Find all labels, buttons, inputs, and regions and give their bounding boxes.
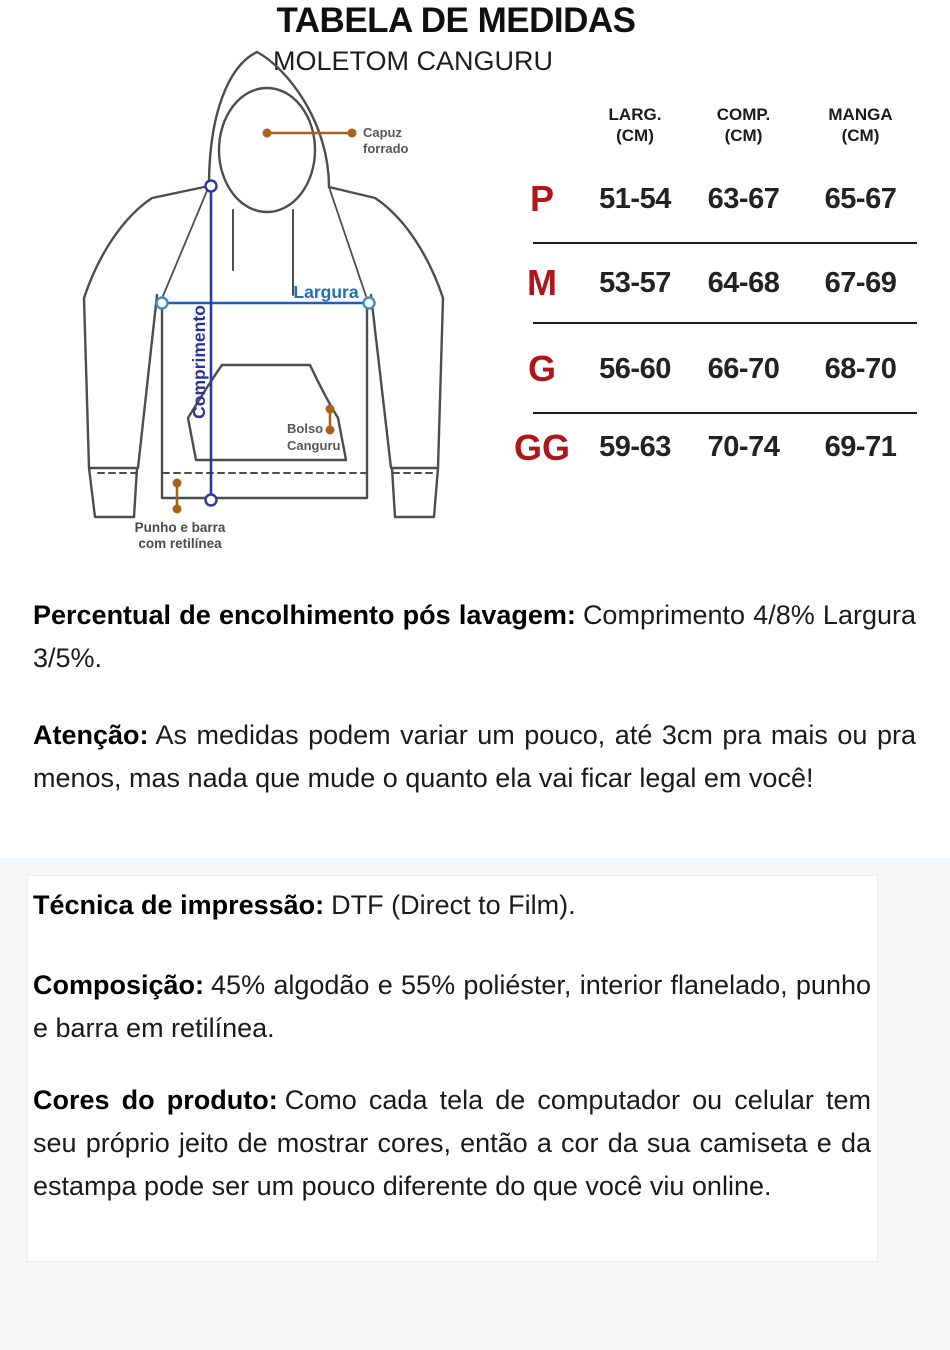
column-header-larg: LARG. (CM) (608, 105, 662, 145)
composition-label: Composição: (33, 970, 205, 1000)
pocket-label-line1: Bolso (287, 421, 324, 436)
width-label: Largura (293, 282, 359, 302)
table-cell: 66-70 (707, 352, 780, 385)
pocket-label-line2: Canguru (287, 438, 341, 453)
product-colors-note (33, 1079, 871, 1208)
table-cell: 53-57 (599, 266, 671, 299)
table-row-divider (533, 242, 917, 244)
column-header-comp: COMP. (CM) (716, 105, 771, 145)
page-title: TABELA DE MEDIDAS (276, 1, 636, 40)
column-header-manga: MANGA (CM) (828, 105, 893, 145)
attention-note-label: Atenção: (33, 720, 149, 750)
size-table (500, 95, 920, 480)
shrinkage-note-label: Percentual de encolhimento pós lavagem: (33, 600, 576, 630)
product-colors-text: Como cada tela de computador ou celular tem seu próprio jeito de mostrar cores, então a cor da sua camiseta e da estampa pode ser um pouco diferente do que você viu online. (33, 1085, 871, 1201)
hem-label-line1: Punho e barra (134, 520, 226, 535)
length-label: Comprimento (189, 305, 209, 419)
print-technique-note (33, 884, 871, 927)
table-cell: 67-69 (824, 266, 897, 299)
product-colors-label: Cores do produto: (33, 1085, 278, 1115)
table-corner-cell (500, 95, 584, 155)
attention-note (33, 714, 916, 800)
page-subtitle: MOLETOM CANGURU (272, 46, 554, 76)
composition-text: 45% algodão e 55% poliéster, interior flanelado, punho e barra em retilínea. (33, 970, 871, 1043)
attention-note-text: As medidas podem variar um pouco, até 3cm pra mais ou pra menos, mas nada que mude o quanto ela vai ficar legal em você! (33, 720, 916, 793)
table-row-divider (533, 322, 917, 324)
composition-note (33, 964, 871, 1050)
table-cell: 68-70 (824, 352, 897, 385)
table-cell: 56-60 (599, 352, 671, 385)
table-cell: 63-67 (707, 182, 780, 215)
size-label-p: P (529, 178, 554, 219)
shrinkage-note-text: Comprimento 4/8% Largura 3/5%. (33, 600, 916, 673)
hoodie-diagram (60, 40, 490, 570)
hem-label-line2: com retilínea (138, 536, 222, 551)
table-cell: 69-71 (824, 431, 897, 463)
hoodie-outline (84, 52, 443, 517)
hood-label-line1: Capuz (363, 125, 402, 140)
shrinkage-note (33, 594, 916, 680)
size-label-m: M (527, 262, 557, 303)
print-technique-text: DTF (Direct to Film). (331, 890, 576, 920)
table-cell: 51-54 (599, 182, 671, 215)
size-label-g: G (527, 348, 556, 389)
print-technique-label: Técnica de impressão: (33, 890, 325, 920)
hood-label-line2: forrado (363, 141, 409, 156)
table-row-divider (533, 412, 917, 414)
table-cell: 70-74 (707, 431, 780, 463)
table-cell: 65-67 (824, 182, 897, 215)
hem-annotation-line (173, 479, 182, 514)
table-cell: 64-68 (707, 266, 780, 299)
table-cell: 59-63 (599, 431, 671, 463)
size-label-gg: GG (513, 426, 570, 468)
